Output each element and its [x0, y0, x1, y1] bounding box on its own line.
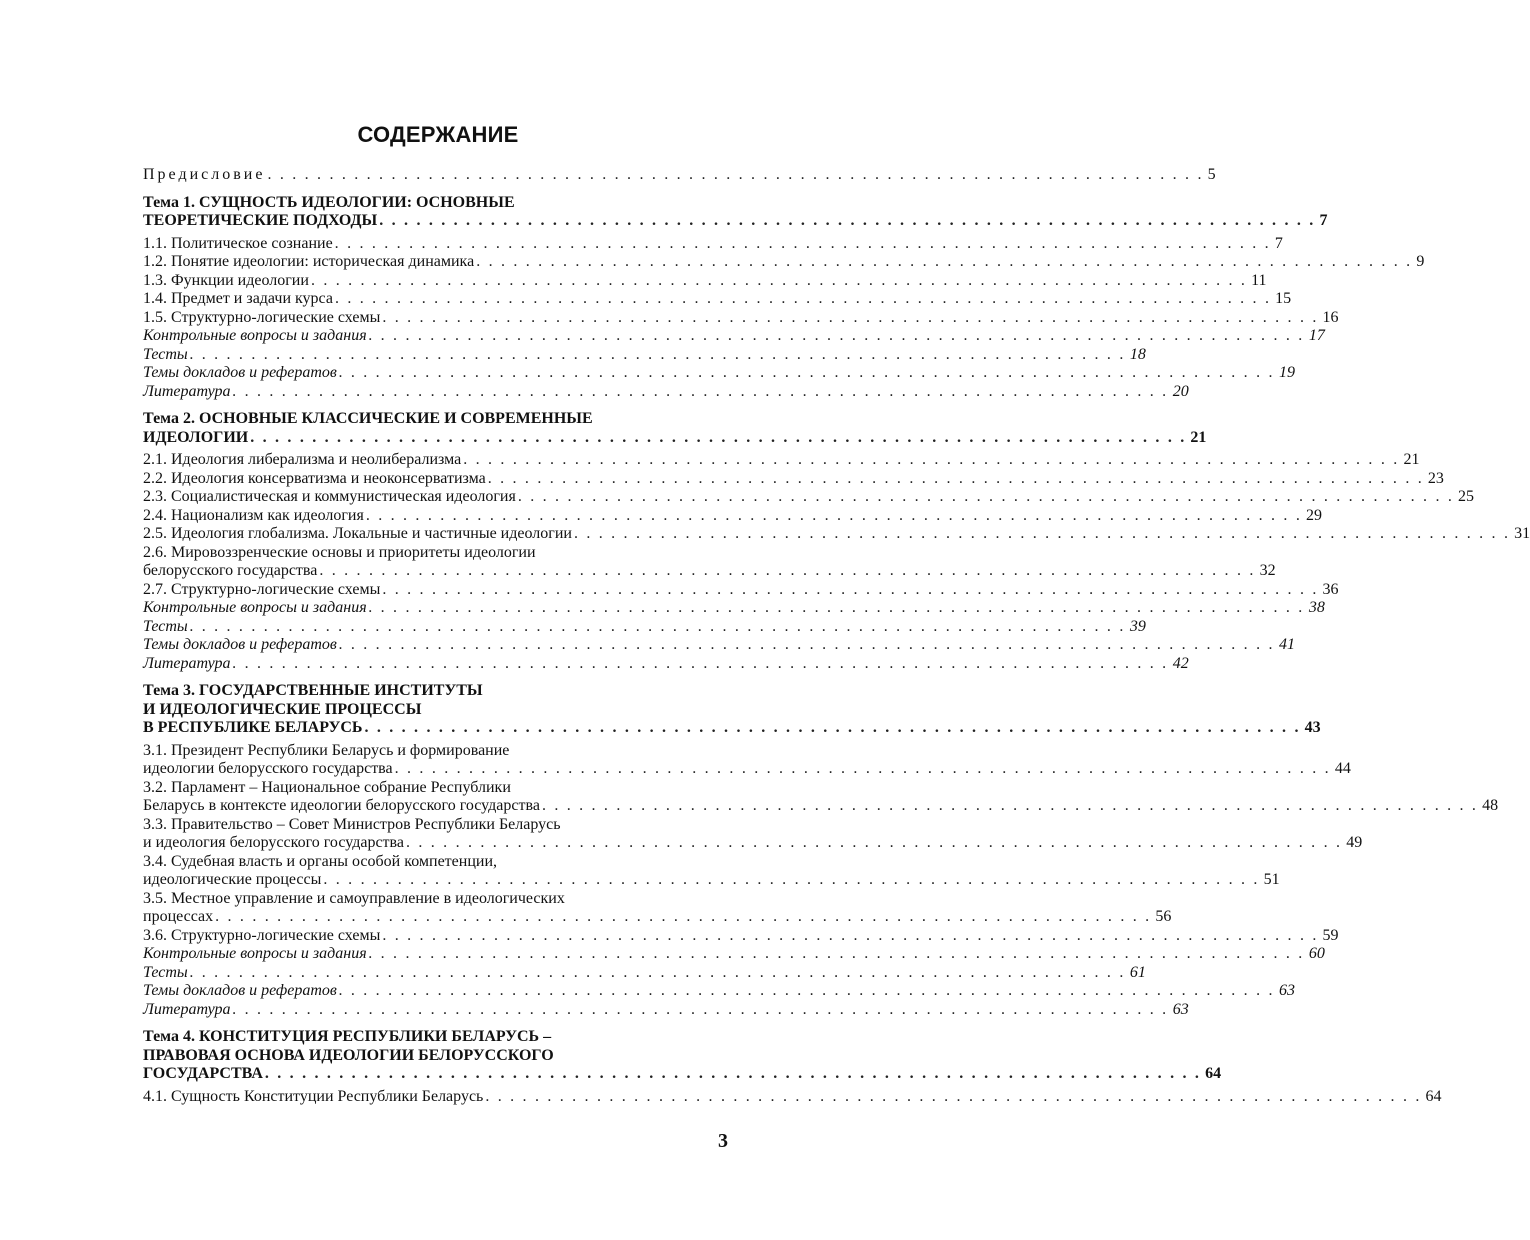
- toc-entry-label: Контрольные вопросы и задания: [143, 599, 367, 616]
- toc-entry-page: 9: [1416, 253, 1425, 270]
- toc-entry-label: Тесты: [143, 345, 188, 363]
- toc-entry-label: белорусского государства: [143, 562, 318, 579]
- toc-entry-label: Литература: [143, 382, 231, 400]
- toc-entry-page: 7: [1274, 234, 1283, 252]
- toc-entry-page: 49: [1346, 834, 1363, 851]
- toc-entry-topic-3[interactable]: [143, 719, 1321, 738]
- toc-entry[interactable]: [143, 963, 1146, 983]
- toc-entry[interactable]: [143, 617, 1146, 637]
- toc-entry-label: 2.7. Структурно-логические схемы: [143, 580, 381, 598]
- toc-entry-page: 51: [1263, 871, 1280, 888]
- toc-entry-page: 17: [1308, 327, 1325, 344]
- topic-heading: ПРАВОВАЯ ОСНОВА ИДЕОЛОГИИ БЕЛОРУССКОГО: [143, 1046, 554, 1064]
- toc-entry[interactable]: [143, 871, 1280, 890]
- toc-entry[interactable]: [143, 834, 1363, 853]
- toc-entry-page: 41: [1279, 636, 1296, 653]
- toc-entry-page: 25: [1458, 488, 1475, 505]
- toc-entry[interactable]: [143, 1087, 1442, 1107]
- toc-entry-label: 1.3. Функции идеологии: [143, 271, 309, 289]
- toc-entry-label: процессах: [143, 908, 214, 925]
- toc-entry-label: идеологические процессы: [143, 871, 322, 888]
- toc-entry-label: Контрольные вопросы и задания: [143, 327, 367, 344]
- topic-heading: Тема 3. ГОСУДАРСТВЕННЫЕ ИНСТИТУТЫ: [143, 682, 483, 699]
- toc-entry-label: 2.2. Идеология консерватизма и неоконсерватизма: [143, 469, 486, 487]
- toc-entry-page: 56: [1155, 908, 1172, 925]
- toc-entry-page: 21: [1190, 428, 1207, 446]
- toc-entry[interactable]: [143, 926, 1339, 946]
- toc-entry-label: 1.2. Понятие идеологии: историческая динамика: [143, 253, 475, 270]
- toc-entry-line: 3.3. Правительство – Совет Министров Республики Беларусь: [143, 815, 561, 833]
- dot-leader: . . . . . . . . . . . . . . . . . . . . . . . . . . . . . . . . . . . . . . . . . . . . . . . . . . . . . . . . . . . . . . . . . . . . . . . . . . . .: [250, 428, 1187, 446]
- dot-leader: . . . . . . . . . . . . . . . . . . . . . . . . . . . . . . . . . . . . . . . . . . . . . . . . . . . . . . . . . . . . . . . . . . . . . . . . . . . .: [338, 364, 1276, 381]
- toc-entry[interactable]: [143, 580, 1339, 600]
- dot-leader: . . . . . . . . . . . . . . . . . . . . . . . . . . . . . . . . . . . . . . . . . . . . . . . . . . . . . . . . . . . . . . . . . . . . . . . . . . . .: [323, 871, 1260, 888]
- topic-heading: Тема 2. ОСНОВНЫЕ КЛАССИЧЕСКИЕ И СОВРЕМЕННЫЕ: [143, 410, 593, 427]
- toc-entry-label: ТЕОРЕТИЧЕСКИЕ ПОДХОДЫ: [143, 212, 378, 229]
- toc-entry-preface[interactable]: [143, 166, 1216, 185]
- topic-heading: Тема 4. КОНСТИТУЦИЯ РЕСПУБЛИКИ БЕЛАРУСЬ –: [143, 1028, 552, 1045]
- toc-entry-page: 29: [1306, 506, 1323, 524]
- toc-entry-line: 3.4. Судебная власть и органы особой компетенции,: [143, 852, 498, 870]
- topic-heading: И ИДЕОЛОГИЧЕСКИЕ ПРОЦЕССЫ: [143, 700, 422, 718]
- toc-entry-page: 23: [1427, 469, 1444, 487]
- dot-leader: . . . . . . . . . . . . . . . . . . . . . . . . . . . . . . . . . . . . . . . . . . . . . . . . . . . . . . . . . . . . . . . . . . . . . . . . . . . .: [368, 327, 1305, 344]
- toc-entry[interactable]: [143, 253, 1425, 272]
- dot-leader: . . . . . . . . . . . . . . . . . . . . . . . . . . . . . . . . . . . . . . . . . . . . . . . . . . . . . . . . . . . . . . . . . . . . . . . . . . . .: [382, 308, 1319, 326]
- toc-entry-label: Литература: [143, 1000, 231, 1018]
- toc-entry[interactable]: [143, 1000, 1189, 1020]
- dot-leader: . . . . . . . . . . . . . . . . . . . . . . . . . . . . . . . . . . . . . . . . . . . . . . . . . . . . . . . . . . . . . . . . . . . . . . . . . . . .: [365, 506, 1303, 524]
- dot-leader: . . . . . . . . . . . . . . . . . . . . . . . . . . . . . . . . . . . . . . . . . . . . . . . . . . . . . . . . . . . . . . . . . . . . . . . . . . . .: [319, 562, 1256, 579]
- toc-entry-label: Темы докладов и рефератов: [143, 636, 337, 653]
- toc-entry[interactable]: [143, 488, 1475, 507]
- toc-entry-label: Беларусь в контексте идеологии белорусского государства: [143, 797, 540, 814]
- toc-entry-label: Литература: [143, 654, 231, 672]
- toc-entry-label: 3.6. Структурно-логические схемы: [143, 926, 381, 944]
- toc-entry-label: 1.4. Предмет и задачи курса: [143, 290, 333, 307]
- toc-entry-label: Темы докладов и рефератов: [143, 982, 337, 999]
- topic-heading: Тема 1. СУЩНОСТЬ ИДЕОЛОГИИ: ОСНОВНЫЕ: [143, 193, 515, 211]
- dot-leader: . . . . . . . . . . . . . . . . . . . . . . . . . . . . . . . . . . . . . . . . . . . . . . . . . . . . . . . . . . . . . . . . . . . . . . . . . . . .: [382, 580, 1319, 598]
- dot-leader: . . . . . . . . . . . . . . . . . . . . . . . . . . . . . . . . . . . . . . . . . . . . . . . . . . . . . . . . . . . . . . . . . . . . . . . . . . . .: [463, 451, 1400, 468]
- toc-entry[interactable]: [143, 469, 1444, 489]
- toc-entry-page: 11: [1251, 271, 1267, 289]
- dot-leader: . . . . . . . . . . . . . . . . . . . . . . . . . . . . . . . . . . . . . . . . . . . . . . . . . . . . . . . . . . . . . . . . . . . . . . . . . . . .: [485, 1087, 1422, 1105]
- toc-entry-label: идеологии белорусского государства: [143, 760, 393, 777]
- toc-entry-label: ИДЕОЛОГИИ: [143, 428, 249, 446]
- dot-leader: . . . . . . . . . . . . . . . . . . . . . . . . . . . . . . . . . . . . . . . . . . . . . . . . . . . . . . . . . . . . . . . . . . . . . . . . . . . .: [338, 982, 1276, 999]
- toc-entry-label: и идеология белорусского государства: [143, 834, 404, 851]
- toc-entry[interactable]: [143, 654, 1189, 674]
- toc-entry-page: 61: [1129, 963, 1146, 981]
- toc-entry-line: 2.6. Мировоззренческие основы и приоритеты идеологии: [143, 543, 536, 561]
- toc-entry[interactable]: [143, 327, 1325, 346]
- dot-leader: . . . . . . . . . . . . . . . . . . . . . . . . . . . . . . . . . . . . . . . . . . . . . . . . . . . . . . . . . . . . . . . . . . . . . . . . . . . .: [573, 525, 1511, 542]
- toc-entry[interactable]: [143, 562, 1276, 581]
- toc-entry-page: 19: [1279, 364, 1296, 381]
- toc-entry-line: 3.5. Местное управление и самоуправление в идеологических: [143, 889, 565, 907]
- dot-leader: . . . . . . . . . . . . . . . . . . . . . . . . . . . . . . . . . . . . . . . . . . . . . . . . . . . . . . . . . . . . . . . . . . . . . . . . . . . .: [487, 469, 1424, 487]
- dot-leader: . . . . . . . . . . . . . . . . . . . . . . . . . . . . . . . . . . . . . . . . . . . . . . . . . . . . . . . . . . . . . . . . . . . . . . . . . . . .: [232, 382, 1169, 400]
- dot-leader: . . . . . . . . . . . . . . . . . . . . . . . . . . . . . . . . . . . . . . . . . . . . . . . . . . . . . . . . . . . . . . . . . . . . . . . . . . . .: [382, 926, 1319, 944]
- toc-entry-label: 1.1. Политическое сознание: [143, 234, 333, 252]
- toc-entry-line: 3.2. Парламент – Национальное собрание Республики: [143, 778, 511, 796]
- dot-leader: . . . . . . . . . . . . . . . . . . . . . . . . . . . . . . . . . . . . . . . . . . . . . . . . . . . . . . . . . . . . . . . . . . . . . . . . . . . .: [232, 654, 1169, 672]
- dot-leader: . . . . . . . . . . . . . . . . . . . . . . . . . . . . . . . . . . . . . . . . . . . . . . . . . . . . . . . . . . . . . . . . . . . . . . . . . . . .: [368, 945, 1305, 962]
- dot-leader: . . . . . . . . . . . . . . . . . . . . . . . . . . . . . . . . . . . . . . . . . . . . . . . . . . . . . . . . . . . . . . . . . . . . . . . . . . . .: [368, 599, 1305, 616]
- toc-entry-label: Контрольные вопросы и задания: [143, 945, 367, 962]
- toc-entry-page: 48: [1482, 797, 1499, 814]
- dot-leader: . . . . . . . . . . . . . . . . . . . . . . . . . . . . . . . . . . . . . . . . . . . . . . . . . . . . . . . . . . . . . . . . . . . . . . . . . . . .: [405, 834, 1343, 851]
- toc-entry-label: В РЕСПУБЛИКЕ БЕЛАРУСЬ: [143, 719, 363, 736]
- toc-entry[interactable]: [143, 506, 1323, 526]
- toc-entry[interactable]: [143, 982, 1296, 1001]
- toc-entry[interactable]: [143, 636, 1296, 655]
- toc-entry[interactable]: [143, 271, 1267, 291]
- toc-entry-page: 42: [1172, 654, 1189, 672]
- dot-leader: . . . . . . . . . . . . . . . . . . . . . . . . . . . . . . . . . . . . . . . . . . . . . . . . . . . . . . . . . . . . . . . . . . . . . . . . . . . .: [264, 1065, 1202, 1082]
- toc-entry[interactable]: [143, 908, 1172, 927]
- toc-entry[interactable]: [143, 234, 1283, 254]
- dot-leader: . . . . . . . . . . . . . . . . . . . . . . . . . . . . . . . . . . . . . . . . . . . . . . . . . . . . . . . . . . . . . . . . . . . . . . . . . . . .: [541, 797, 1479, 814]
- toc-entry-page: 18: [1129, 345, 1146, 363]
- toc-entry-page: 64: [1205, 1065, 1222, 1082]
- dot-leader: . . . . . . . . . . . . . . . . . . . . . . . . . . . . . . . . . . . . . . . . . . . . . . . . . . . . . . . . . . . . . . . . . . . . . . . . . . . .: [189, 617, 1126, 635]
- dot-leader: . . . . . . . . . . . . . . . . . . . . . . . . . . . . . . . . . . . . . . . . . . . . . . . . . . . . . . . . . . . . . . . . . . . . . . . . . . . .: [394, 760, 1331, 777]
- toc-entry[interactable]: [143, 451, 1420, 470]
- toc-entry[interactable]: [143, 599, 1325, 618]
- toc-entry-label: 1.5. Структурно-логические схемы: [143, 308, 381, 326]
- toc-entry-label: Тесты: [143, 963, 188, 981]
- toc-entry-label: 2.1. Идеология либерализма и неолиберализма: [143, 451, 462, 468]
- toc-entry-page: 16: [1322, 308, 1339, 326]
- dot-leader: . . . . . . . . . . . . . . . . . . . . . . . . . . . . . . . . . . . . . . . . . . . . . . . . . . . . . . . . . . . . . . . . . . . . . . . . . . . .: [517, 488, 1455, 505]
- page-number: 3: [718, 1130, 728, 1152]
- toc-entry-topic-1[interactable]: [143, 212, 1328, 231]
- toc-entry-label: Предисловие: [143, 166, 266, 183]
- dot-leader: . . . . . . . . . . . . . . . . . . . . . . . . . . . . . . . . . . . . . . . . . . . . . . . . . . . . . . . . . . . . . . . . . . . . . . . . . . . .: [232, 1000, 1169, 1018]
- toc-entry-label: 4.1. Сущность Конституции Республики Беларусь: [143, 1087, 484, 1105]
- toc-entry-topic-2[interactable]: [143, 428, 1207, 448]
- toc-entry-page: 7: [1319, 212, 1328, 229]
- dot-leader: . . . . . . . . . . . . . . . . . . . . . . . . . . . . . . . . . . . . . . . . . . . . . . . . . . . . . . . . . . . . . . . . . . . . . . . . . . . .: [334, 234, 1271, 252]
- dot-leader: . . . . . . . . . . . . . . . . . . . . . . . . . . . . . . . . . . . . . . . . . . . . . . . . . . . . . . . . . . . . . . . . . . . . . . . . . . . .: [215, 908, 1152, 925]
- toc-entry-page: 36: [1322, 580, 1339, 598]
- table-of-contents: [143, 166, 1530, 1106]
- toc-entry-page: 31: [1514, 525, 1530, 542]
- toc-entry[interactable]: [143, 345, 1146, 365]
- toc-entry-page: 59: [1322, 926, 1339, 944]
- toc-entry-topic-4[interactable]: [143, 1065, 1222, 1084]
- dot-leader: . . . . . . . . . . . . . . . . . . . . . . . . . . . . . . . . . . . . . . . . . . . . . . . . . . . . . . . . . . . . . . . . . . . . . . . . . . . .: [189, 963, 1126, 981]
- toc-entry[interactable]: [143, 525, 1530, 544]
- dot-leader: . . . . . . . . . . . . . . . . . . . . . . . . . . . . . . . . . . . . . . . . . . . . . . . . . . . . . . . . . . . . . . . . . . . . . . . . . . . .: [379, 212, 1316, 229]
- toc-entry-page: 20: [1172, 382, 1189, 400]
- dot-leader: . . . . . . . . . . . . . . . . . . . . . . . . . . . . . . . . . . . . . . . . . . . . . . . . . . . . . . . . . . . . . . . . . . . . . . . . . . . .: [310, 271, 1248, 289]
- toc-entry-label: Темы докладов и рефератов: [143, 364, 337, 381]
- toc-entry[interactable]: [143, 364, 1296, 383]
- toc-entry[interactable]: [143, 382, 1189, 402]
- toc-entry-page: 21: [1403, 451, 1420, 468]
- toc-entry-page: 39: [1129, 617, 1146, 635]
- dot-leader: . . . . . . . . . . . . . . . . . . . . . . . . . . . . . . . . . . . . . . . . . . . . . . . . . . . . . . . . . . . . . . . . . . . . . . . . . . . .: [189, 345, 1126, 363]
- toc-entry-page: 43: [1304, 719, 1321, 736]
- toc-entry-label: 2.3. Социалистическая и коммунистическая идеология: [143, 488, 516, 505]
- dot-leader: . . . . . . . . . . . . . . . . . . . . . . . . . . . . . . . . . . . . . . . . . . . . . . . . . . . . . . . . . . . . . . . . . . . . . . . . . . . .: [476, 253, 1413, 270]
- dot-leader: . . . . . . . . . . . . . . . . . . . . . . . . . . . . . . . . . . . . . . . . . . . . . . . . . . . . . . . . . . . . . . . . . . . . . . . . . . . .: [364, 719, 1301, 736]
- toc-entry-label: Тесты: [143, 617, 188, 635]
- dot-leader: . . . . . . . . . . . . . . . . . . . . . . . . . . . . . . . . . . . . . . . . . . . . . . . . . . . . . . . . . . . . . . . . . . . . . . . . . . . .: [338, 636, 1276, 653]
- toc-entry[interactable]: [143, 797, 1499, 816]
- toc-entry-label: ГОСУДАРСТВА: [143, 1065, 263, 1082]
- toc-entry-page: 38: [1308, 599, 1325, 616]
- toc-entry-page: 63: [1279, 982, 1296, 999]
- toc-entry-line: 3.1. Президент Республики Беларусь и формирование: [143, 741, 510, 759]
- toc-entry[interactable]: [143, 308, 1339, 328]
- dot-leader: . . . . . . . . . . . . . . . . . . . . . . . . . . . . . . . . . . . . . . . . . . . . . . . . . . . . . . . . . . . . . . . . . . . . . . . . . . . .: [267, 166, 1204, 183]
- toc-entry-page: 60: [1308, 945, 1325, 962]
- dot-leader: . . . . . . . . . . . . . . . . . . . . . . . . . . . . . . . . . . . . . . . . . . . . . . . . . . . . . . . . . . . . . . . . . . . . . . . . . . . .: [334, 290, 1272, 307]
- toc-entry[interactable]: [143, 290, 1292, 309]
- toc-entry-page: 32: [1259, 562, 1276, 579]
- toc-entry-page: 44: [1334, 760, 1351, 777]
- toc-entry-page: 5: [1207, 166, 1216, 183]
- toc-entry[interactable]: [143, 945, 1325, 964]
- toc-entry-page: 64: [1425, 1087, 1442, 1105]
- page-title: СОДЕРЖАНИЕ: [357, 122, 519, 147]
- toc-entry-label: 2.4. Национализм как идеология: [143, 506, 364, 524]
- toc-entry-label: 2.5. Идеология глобализма. Локальные и частичные идеологии: [143, 525, 572, 542]
- toc-entry[interactable]: [143, 760, 1351, 779]
- toc-entry-page: 63: [1172, 1000, 1189, 1018]
- toc-entry-page: 15: [1275, 290, 1292, 307]
